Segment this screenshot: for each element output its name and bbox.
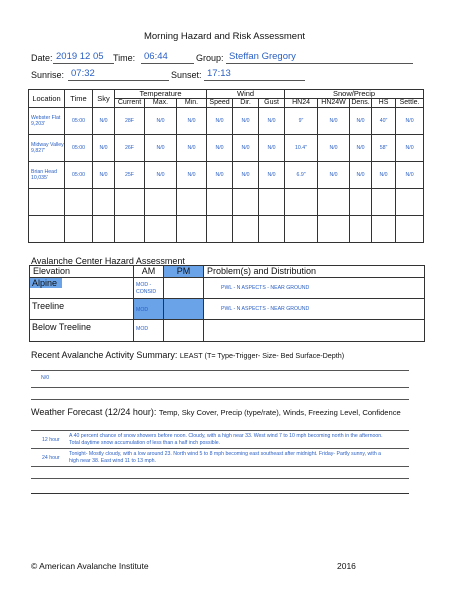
col-problems: Problem(s) and Distribution — [204, 266, 425, 278]
cell-time[interactable] — [65, 189, 93, 216]
pm-rating[interactable] — [164, 299, 204, 320]
cell-hn24w[interactable]: N/0 — [318, 135, 350, 162]
cell-time[interactable] — [65, 216, 93, 243]
col-temp-current: Current — [115, 99, 145, 108]
cell-time[interactable]: 05:00 — [65, 135, 93, 162]
cell-time[interactable]: 05:00 — [65, 108, 93, 135]
divider — [31, 370, 409, 371]
cell-temp-max[interactable]: N/0 — [145, 162, 177, 189]
elevation-treeline — [30, 299, 134, 320]
date-field[interactable]: 2019 12 05 — [53, 51, 114, 64]
cell-hn24w[interactable]: N/0 — [318, 108, 350, 135]
cell-temp-min[interactable] — [177, 189, 207, 216]
col-hs: HS — [372, 99, 396, 108]
recent-activity-entry[interactable]: N/0 — [41, 375, 50, 381]
col-hn24w: HN24W — [318, 99, 350, 108]
problem-distribution[interactable]: PWL - N ASPECTS - NEAR GROUND — [204, 299, 425, 320]
cell-density[interactable]: N/0 — [350, 135, 372, 162]
cell-wind-gust[interactable]: N/0 — [259, 162, 285, 189]
cell-settle[interactable]: N/0 — [396, 108, 424, 135]
cell-wind-gust[interactable]: N/0 — [259, 135, 285, 162]
forecast-period-24h: 24 hour — [42, 455, 60, 461]
cell-temp-min[interactable]: N/0 — [177, 135, 207, 162]
cell-temp-current[interactable] — [115, 216, 145, 243]
cell-wind-speed[interactable]: N/0 — [207, 108, 233, 135]
sunrise-label: Sunrise: — [31, 70, 65, 80]
weather-observation-table — [28, 89, 424, 243]
recent-activity-heading — [31, 350, 344, 360]
cell-temp-current[interactable] — [115, 189, 145, 216]
cell-wind-dir[interactable]: N/0 — [233, 108, 259, 135]
cell-hn24w[interactable] — [318, 216, 350, 243]
page-title: Morning Hazard and Risk Assessment — [143, 31, 306, 42]
am-rating[interactable]: MOD - CONSID — [134, 278, 164, 299]
divider — [31, 387, 409, 388]
cell-wind-speed[interactable] — [207, 216, 233, 243]
cell-density[interactable]: N/0 — [350, 162, 372, 189]
cell-temp-max[interactable] — [145, 216, 177, 243]
cell-temp-max[interactable]: N/0 — [145, 108, 177, 135]
col-density: Dens. — [351, 99, 370, 106]
cell-time[interactable]: 05:00 — [65, 162, 93, 189]
col-temp-min: Min. — [177, 99, 207, 108]
forecast-legend: Temp, Sky Cover, Precip (type/rate), Winds, Freezing Level, Confidence — [158, 408, 401, 417]
table-row — [29, 135, 424, 162]
cell-wind-dir[interactable]: N/0 — [233, 135, 259, 162]
group-label: Group: — [196, 53, 224, 63]
divider — [31, 493, 409, 494]
cell-settle[interactable] — [396, 189, 424, 216]
cell-hs[interactable]: N/0 — [372, 162, 396, 189]
sunrise-field[interactable]: 07:32 — [68, 68, 169, 81]
copyright: © American Avalanche Institute — [31, 561, 149, 571]
cell-temp-current[interactable]: 25F — [115, 162, 145, 189]
table-row — [29, 189, 424, 216]
cell-location[interactable] — [29, 189, 65, 216]
col-elevation: Elevation — [30, 266, 134, 278]
recent-heading-text: Recent Avalanche Activity Summary: — [31, 350, 178, 360]
cell-wind-gust[interactable] — [259, 189, 285, 216]
forecast-heading: Weather Forecast (12/24 hour): — [31, 407, 157, 417]
col-wind-dir: Dir. — [233, 99, 259, 108]
cell-temp-min[interactable] — [177, 216, 207, 243]
col-location: Location — [29, 90, 65, 108]
cell-settle[interactable]: N/0 — [396, 135, 424, 162]
cell-hs[interactable]: 40" — [372, 108, 396, 135]
elevation-label: Alpine — [30, 278, 62, 288]
cell-hn24[interactable] — [285, 216, 318, 243]
cell-location[interactable]: Brian Head 10,035' — [29, 162, 65, 189]
cell-location[interactable] — [29, 216, 65, 243]
cell-location[interactable]: Midway Valley 9,827' — [29, 135, 65, 162]
forecast-period-12h: 12 hour — [42, 437, 60, 443]
col-snow-precip: Snow/Precip — [285, 90, 424, 99]
cell-hn24[interactable] — [285, 189, 318, 216]
cell-wind-speed[interactable]: N/0 — [207, 162, 233, 189]
cell-wind-dir[interactable]: N/0 — [233, 162, 259, 189]
cell-temp-min[interactable]: N/0 — [177, 108, 207, 135]
elevation-label: Below Treeline — [32, 322, 92, 332]
cell-hs[interactable]: 58" — [372, 135, 396, 162]
cell-settle[interactable] — [396, 216, 424, 243]
problem-distribution[interactable] — [204, 320, 425, 342]
cell-wind-speed[interactable] — [207, 189, 233, 216]
pm-rating[interactable] — [164, 320, 204, 342]
hazard-table — [29, 265, 425, 342]
cell-temp-min[interactable]: N/0 — [177, 162, 207, 189]
col-am: AM — [134, 266, 164, 278]
cell-sky[interactable] — [93, 216, 115, 243]
col-wind-gust: Gust — [259, 99, 285, 108]
cell-temp-max[interactable] — [145, 189, 177, 216]
divider — [31, 399, 409, 400]
cell-location[interactable]: Webster Flat 9,203' — [29, 108, 65, 135]
date-label: Date: — [31, 53, 53, 63]
divider — [31, 430, 409, 431]
cell-temp-max[interactable]: N/0 — [145, 135, 177, 162]
forecast-heading-line — [31, 407, 401, 417]
am-rating[interactable]: MOD — [134, 320, 164, 342]
am-rating[interactable]: MOD — [134, 299, 164, 320]
col-wind: Wind — [207, 90, 285, 99]
cell-density[interactable] — [350, 189, 372, 216]
cell-density[interactable]: N/0 — [350, 108, 372, 135]
cell-wind-dir[interactable] — [233, 216, 259, 243]
cell-hs[interactable] — [372, 216, 396, 243]
time-field[interactable]: 06:44 — [141, 51, 194, 64]
divider — [31, 448, 409, 449]
col-pm: PM — [164, 266, 204, 278]
table-row — [29, 162, 424, 189]
cell-hs[interactable] — [372, 189, 396, 216]
forecast-text-24h[interactable]: Tonight- Mostly cloudy, with a low around 23. North wind 5 to 8 mph becoming east southeast after midnight. Friday- Partly sunny, with a high near 38. East wind 11 to 13 mph. — [69, 451, 382, 464]
divider — [31, 466, 409, 467]
cell-hn24w[interactable] — [318, 189, 350, 216]
cell-density[interactable] — [350, 216, 372, 243]
cell-sky[interactable]: N/0 — [93, 162, 115, 189]
col-sky: Sky — [93, 90, 115, 108]
cell-wind-speed[interactable]: N/0 — [207, 135, 233, 162]
forecast-text-12h[interactable]: A 40 percent chance of snow showers before noon. Cloudy, with a high near 33. West wind 7 to 10 mph becoming north in the afternoon. Total daytime snow accumulation of less than a half inch possible. — [69, 433, 383, 446]
sunset-field[interactable]: 17:13 — [204, 68, 305, 81]
hazard-heading: Avalanche Center Hazard Assessment — [31, 256, 185, 266]
table-row — [29, 216, 424, 243]
col-hn24: HN24 — [285, 99, 318, 108]
cell-wind-dir[interactable] — [233, 189, 259, 216]
time-label: Time: — [113, 53, 136, 63]
elevation-below-treeline — [30, 320, 134, 342]
divider — [31, 478, 409, 479]
cell-sky[interactable]: N/0 — [93, 108, 115, 135]
cell-hn24[interactable]: 10.4" — [285, 135, 318, 162]
cell-wind-gust[interactable]: N/0 — [259, 108, 285, 135]
table-row — [29, 108, 424, 135]
cell-hn24[interactable]: 6.9" — [285, 162, 318, 189]
col-settle: Settle. — [396, 99, 424, 108]
col-time: Time — [65, 90, 93, 108]
footer-year: 2016 — [337, 561, 356, 571]
elevation-alpine — [30, 278, 134, 299]
cell-temp-current[interactable]: 26F — [115, 135, 145, 162]
col-temperature: Temperature — [115, 90, 207, 99]
sunset-label: Sunset: — [171, 70, 202, 80]
col-wind-speed: Speed — [207, 99, 233, 108]
pm-rating[interactable] — [164, 278, 204, 299]
recent-legend: LEAST (T= Type-Trigger- Size- Bed Surface-Depth) — [179, 351, 345, 360]
cell-hn24w[interactable]: N/0 — [318, 162, 350, 189]
cell-temp-current[interactable]: 28F — [115, 108, 145, 135]
problem-distribution[interactable]: PWL - N ASPECTS - NEAR GROUND — [204, 278, 425, 299]
cell-sky[interactable] — [93, 189, 115, 216]
cell-hn24[interactable]: 9" — [285, 108, 318, 135]
group-field[interactable]: Steffan Gregory — [226, 51, 413, 64]
cell-wind-gust[interactable] — [259, 216, 285, 243]
col-temp-max: Max. — [145, 99, 177, 108]
elevation-label: Treeline — [32, 301, 65, 311]
cell-settle[interactable]: N/0 — [396, 162, 424, 189]
cell-sky[interactable]: N/0 — [93, 135, 115, 162]
